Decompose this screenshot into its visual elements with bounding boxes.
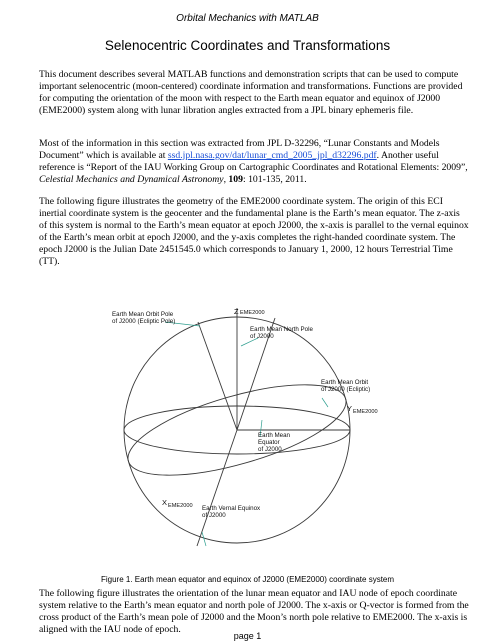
leader-equinox xyxy=(202,532,206,546)
north-pole-label-line2: of J2000 xyxy=(250,333,274,340)
ecliptic-label-line1: Earth Mean Orbit xyxy=(321,379,369,386)
x-axis-subscript: EME2000 xyxy=(168,503,193,509)
north-pole-label-line1: Earth Mean North Pole xyxy=(250,326,313,333)
x-axis-label: X xyxy=(162,498,168,507)
paragraph-references-text-c: , xyxy=(223,174,229,186)
paragraph-references xyxy=(39,138,469,186)
paragraph-intro: This document describes several MATLAB functions and demonstration scripts that can be used to compute important selenocentric (moon-centered) coordinate information and transformations. Functions are provided for computing the orientation of the moon with respect to the Earth mean equator and equinox of J2000 (EME2000) system along with lunar libration angles extracted from a JPL binary ephemeris file. xyxy=(39,69,463,117)
y-axis-label: Y xyxy=(347,404,353,413)
ecliptic-pole-line xyxy=(198,322,237,430)
journal-name: Celestial Mechanics and Dynamical Astronomy xyxy=(39,174,224,186)
eme2000-diagram xyxy=(110,308,380,570)
equator-label-line2: Equator xyxy=(258,439,280,446)
x-axis-line xyxy=(197,430,237,546)
equator-label-line1: Earth Mean xyxy=(258,432,290,439)
ecliptic-label-line2: of J2000 (Ecliptic) xyxy=(321,386,371,393)
equinox-label-line2: of J2000 xyxy=(202,512,226,519)
paragraph-references-text-d: : 101-135, 2011. xyxy=(242,174,307,186)
page-title: Selenocentric Coordinates and Transformations xyxy=(104,38,391,53)
ecliptic-pole-label-line2: of J2000 (Ecliptic Pole) xyxy=(112,318,176,325)
reference-link[interactable]: ssd.jpl.nasa.gov/dat/lunar_cmd_2005_jpl_d32296.pdf xyxy=(167,150,377,162)
running-header: Orbital Mechanics with MATLAB xyxy=(176,13,319,24)
journal-volume: 109 xyxy=(228,174,243,186)
page-number: page 1 xyxy=(233,631,262,641)
paragraph-references-text-a: Most of the information in this section was extracted from JPL D-32296, “Lunar Constants and Models Document” which is available at xyxy=(39,138,440,162)
figure-caption: Figure 1. Earth mean equator and equinox of J2000 (EME2000) coordinate system xyxy=(100,575,395,584)
equator-label-line3: of J2000 xyxy=(258,446,282,453)
equinox-label-line1: Earth Vernal Equinox xyxy=(202,505,261,512)
leader-orbit xyxy=(322,398,328,407)
paragraph-eme2000: The following figure illustrates the geometry of the EME2000 coordinate system. The origin of this ECI inertial coordinate system is the geocenter and the fundamental plane is the Earth’s mean equator. The z-axis of this system is normal to the Earth’s mean equator at epoch J2000, the x-axis is parallel to the vernal equinox of the Earth’s mean orbit at epoch J2000, and the y-axis completes the right-handed coordinate system. The epoch J2000 is the Julian Date 2451545.0 which corresponds to January 1, 2000, 12 hours Terrestrial Time (TT). xyxy=(39,196,469,268)
z-axis-subscript: EME2000 xyxy=(240,310,265,316)
paragraph-references-text-b: . Another useful reference is “Report of the IAU Working Group on Cartographic Coordinates and Rotational Elements: 2009”, xyxy=(39,150,468,174)
z-axis-label: Z xyxy=(234,308,239,316)
y-axis-subscript: EME2000 xyxy=(353,409,378,415)
paragraph-lunar-orientation: The following figure illustrates the orientation of the lunar mean equator and IAU node of epoch coordinate system relative to the Earth’s mean equator and north pole of J2000. The x-axis or Q-vector is formed from the cross product of the Earth’s mean pole of J2000 and the Moon’s north pole relative to EME2000. The x-axis is aligned with the IAU node of epoch. xyxy=(39,588,469,636)
ecliptic-pole-label-line1: Earth Mean Orbit Pole xyxy=(112,311,174,318)
